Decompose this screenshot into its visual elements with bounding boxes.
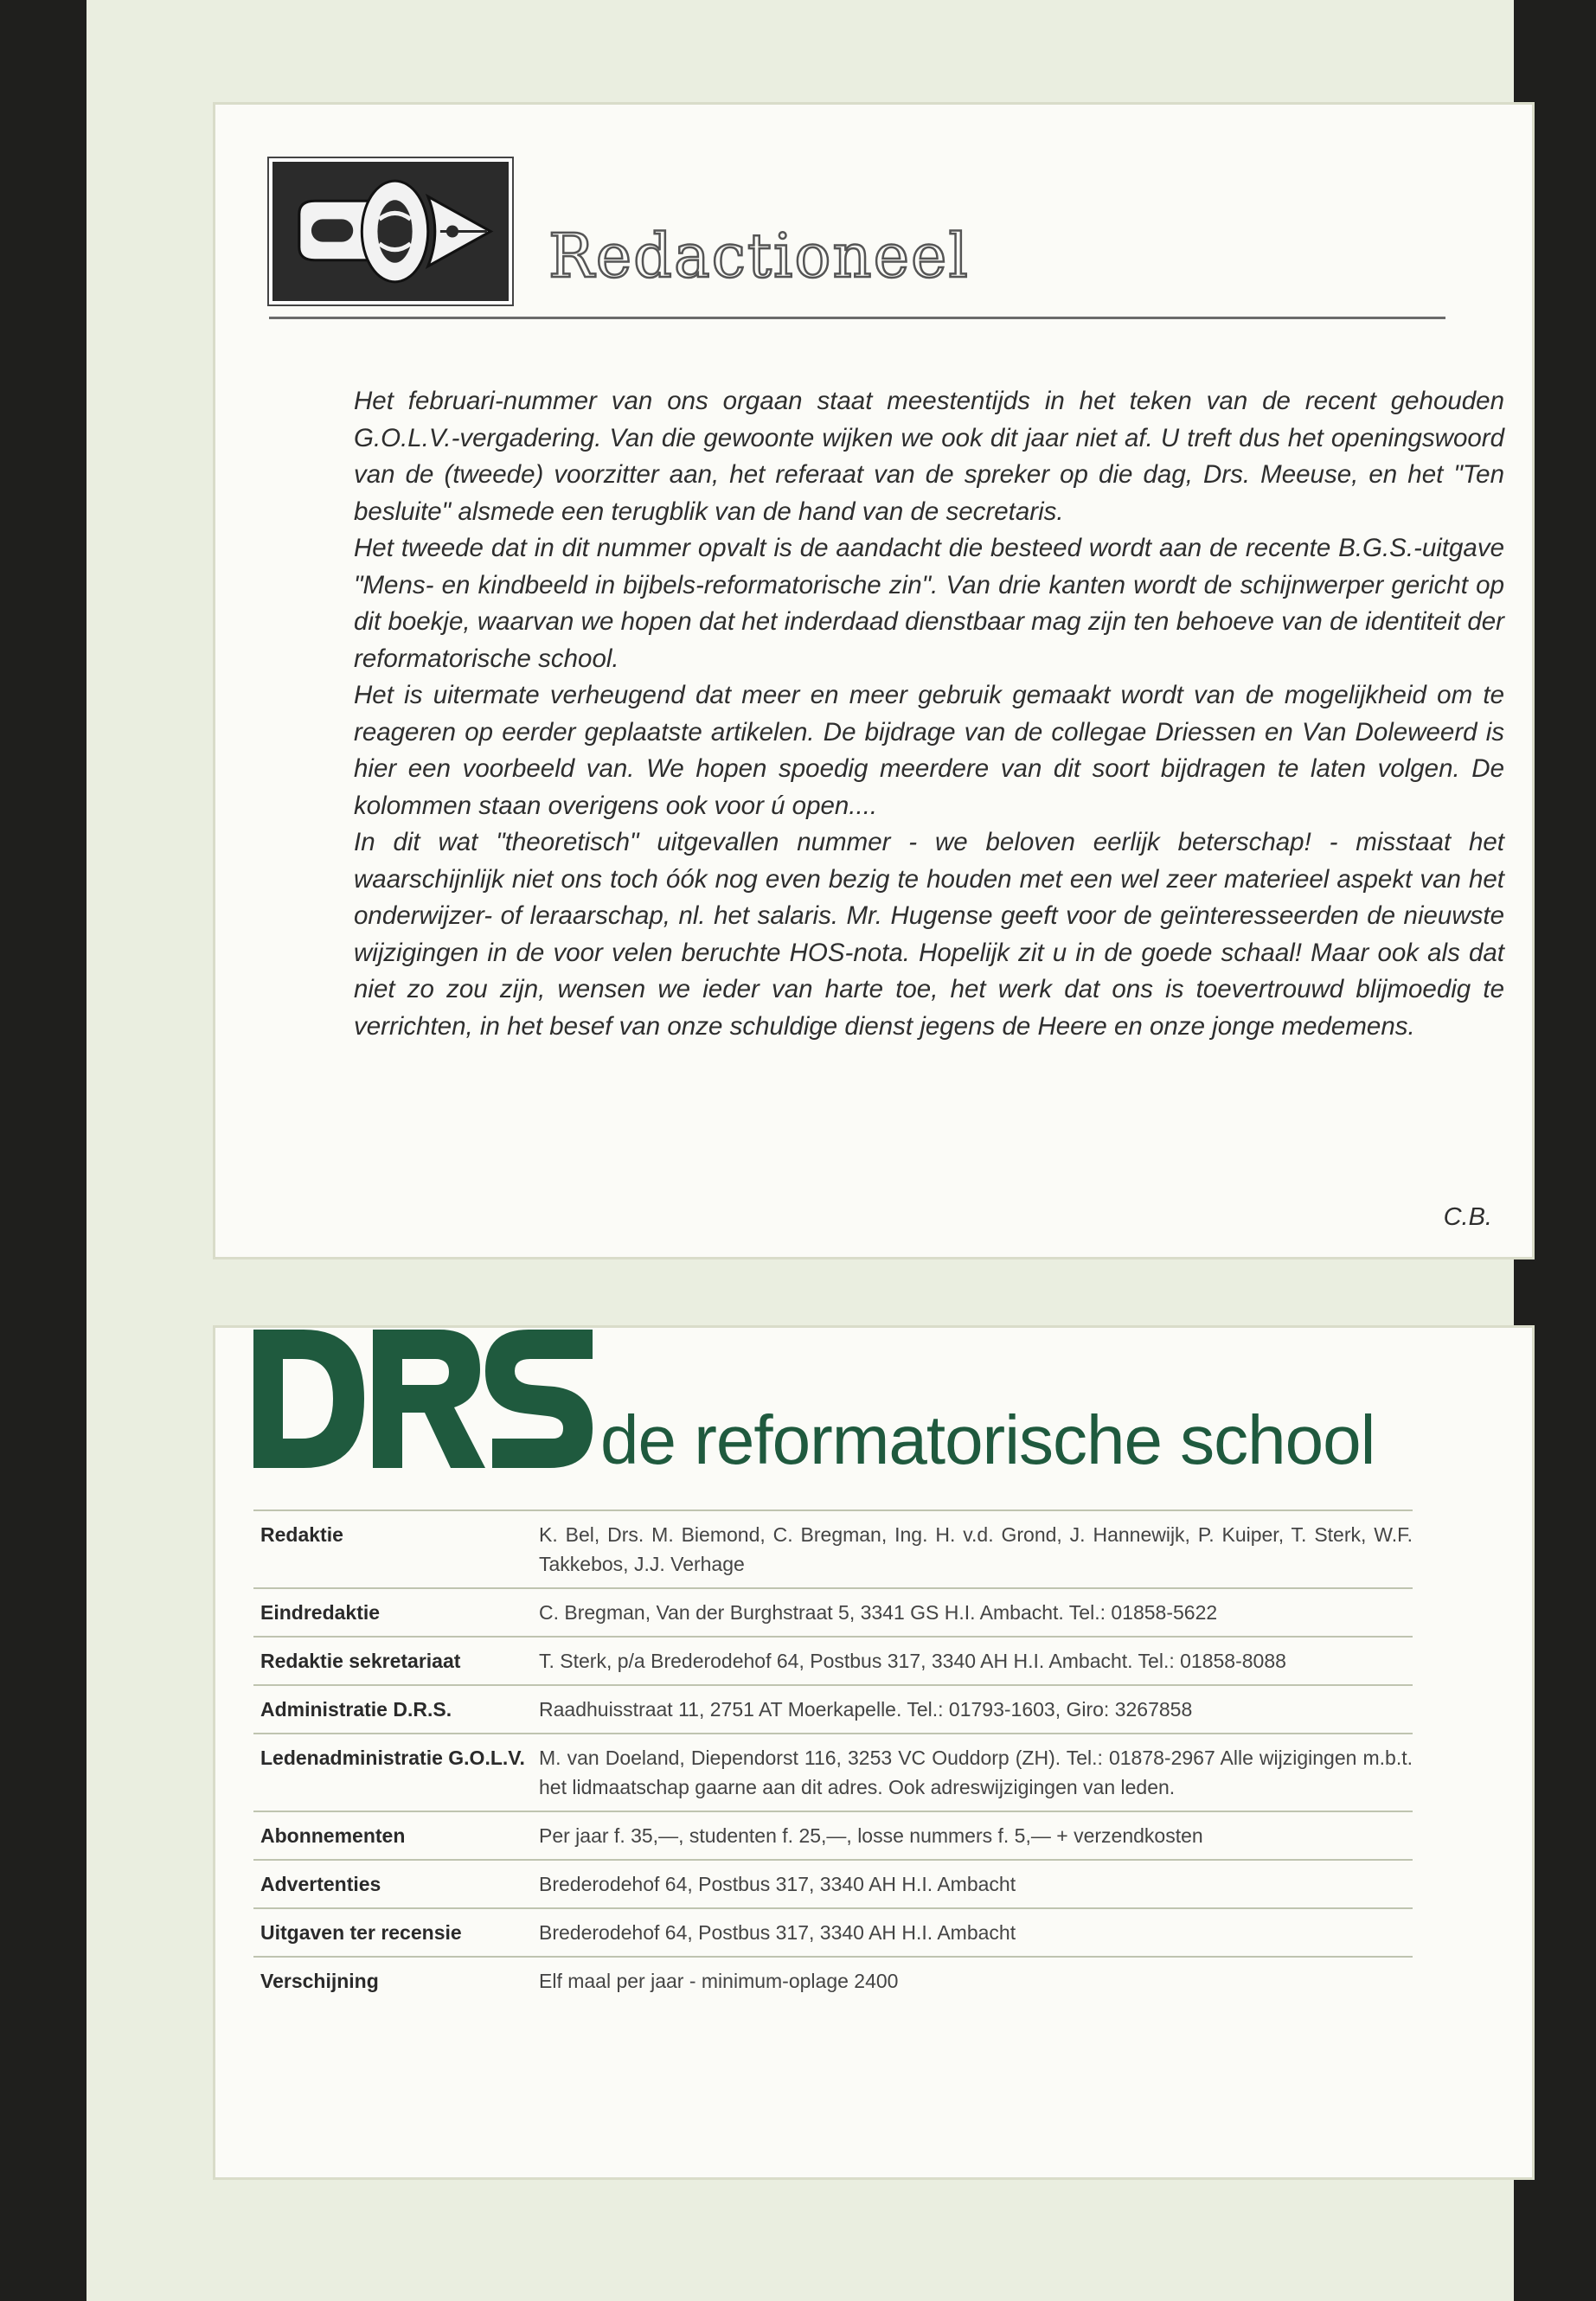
row-value: Brederodehof 64, Postbus 317, 3340 AH H.I. Ambacht xyxy=(539,1860,1413,1908)
paragraph: In dit wat "theoretisch" uitgevallen nummer - we beloven eerlijk beterschap! - misstaat het waarschijnlijk niet ons toch óók nog even bezig te houden met een wel zeer materieel aspekt van het onderwijzer- of leraarschap, nl. het salaris. Mr. Hugense geeft voor de geïnteresseerden de nieuwste wijzigingen in de voor velen beruchte HOS-nota. Hopelijk zit u in de goede schaal! Maar ook als dat niet zo zou zijn, wensen we ieder van harte toe, het werk dat ons is toevertrouwd blijmoedig te verrichten, in het besef van onze schuldige dienst jegens de Heere en onze jonge medemens. xyxy=(354,828,1504,1041)
page-title: Redactioneel xyxy=(548,221,970,292)
row-value: Raadhuisstraat 11, 2751 AT Moerkapelle. Tel.: 01793-1603, Giro: 3267858 xyxy=(539,1685,1413,1734)
row-value: Elf maal per jaar - minimum-oplage 2400 xyxy=(539,1970,899,1992)
row-label: Advertenties xyxy=(253,1860,539,1908)
table-row xyxy=(253,1637,1413,1685)
table-row xyxy=(253,1957,1413,2004)
paragraph: Het februari-nummer van ons orgaan staat meestentijds in het teken van de recent gehouden G.O.L.V.-vergadering. Van die gewoonte wijken we ook dit jaar niet af. U treft dus het openingswoord van de (tweede) voorzitter aan, het referaat van de spreker op die dag, Drs. Meeuse, en het "Ten besluite" alsmede een terugblik van de hand van de secretaris. xyxy=(354,387,1504,526)
row-label: Verschijning xyxy=(260,1970,379,1992)
editorial-text xyxy=(354,383,1504,1045)
row-label: Abonnementen xyxy=(253,1811,539,1860)
row-value: Brederodehof 64, Postbus 317, 3340 AH H.I. Ambacht xyxy=(539,1908,1413,1957)
row-label: Eindredaktie xyxy=(253,1588,539,1637)
row-label: Administratie D.R.S. xyxy=(253,1685,539,1734)
row-value: T. Sterk, p/a Brederodehof 64, Postbus 317, 3340 AH H.I. Ambacht. Tel.: 01858-8088 xyxy=(539,1637,1413,1685)
table-row xyxy=(253,1734,1413,1811)
author-signature: C.B. xyxy=(1443,1203,1492,1231)
row-label: Redaktie sekretariaat xyxy=(253,1637,539,1685)
drs-logo xyxy=(253,1321,593,1482)
row-value: C. Bregman, Van der Burghstraat 5, 3341 GS H.I. Ambacht. Tel.: 01858-5622 xyxy=(539,1588,1413,1637)
divider xyxy=(269,317,1445,319)
table-row xyxy=(253,1860,1413,1908)
paragraph: Het is uitermate verheugend dat meer en meer gebruik gemaakt wordt van de mogelijkheid om te reageren op eerder geplaatste artikelen. De bijdrage van de collegae Driessen en Van Doleweerd is hier een voorbeeld van. We hopen spoedig meerdere van dit soort bijdragen te laten volgen. De kolommen staan overigens ook voor ú open.... xyxy=(354,681,1504,820)
row-value: Per jaar f. 35,—, studenten f. 25,—, losse nummers f. 5,— + verzendkosten xyxy=(539,1811,1413,1860)
table-row xyxy=(253,1811,1413,1860)
publication-tagline: de reformatorische school xyxy=(600,1401,1375,1478)
colophon-table xyxy=(253,1509,1413,2004)
row-value: K. Bel, Drs. M. Biemond, C. Bregman, Ing. H. v.d. Grond, J. Hannewijk, P. Kuiper, T. Sterk, W.F. Takkebos, J.J. Verhage xyxy=(539,1510,1413,1588)
colophon-box xyxy=(213,1325,1535,2180)
row-label: Redaktie xyxy=(253,1510,539,1588)
row-value: M. van Doeland, Diependorst 116, 3253 VC Ouddorp (ZH). Tel.: 01878-2967 Alle wijzigingen m.b.t. het lidmaatschap gaarne aan dit adres. Ook adreswijzigingen van leden. xyxy=(539,1734,1413,1811)
table-row xyxy=(253,1588,1413,1637)
row-label: Uitgaven ter recensie xyxy=(253,1908,539,1957)
magazine-page xyxy=(87,0,1514,2301)
row-label: Ledenadministratie G.O.L.V. xyxy=(253,1734,539,1811)
paragraph: Het tweede dat in dit nummer opvalt is de aandacht die besteed wordt aan de recente B.G.S.-uitgave "Mens- en kindbeeld in bijbels-reformatorische zin". Van drie kanten wordt de schijnwerper gericht op dit boekje, waarvan we hopen dat het inderdaad dienstbaar mag zijn ten behoeve van de identiteit der reformatorische school. xyxy=(354,534,1504,673)
fountain-pen-nib-icon xyxy=(267,157,514,306)
editorial-box xyxy=(213,102,1535,1259)
table-row xyxy=(253,1908,1413,1957)
table-row xyxy=(253,1685,1413,1734)
table-row xyxy=(253,1510,1413,1588)
